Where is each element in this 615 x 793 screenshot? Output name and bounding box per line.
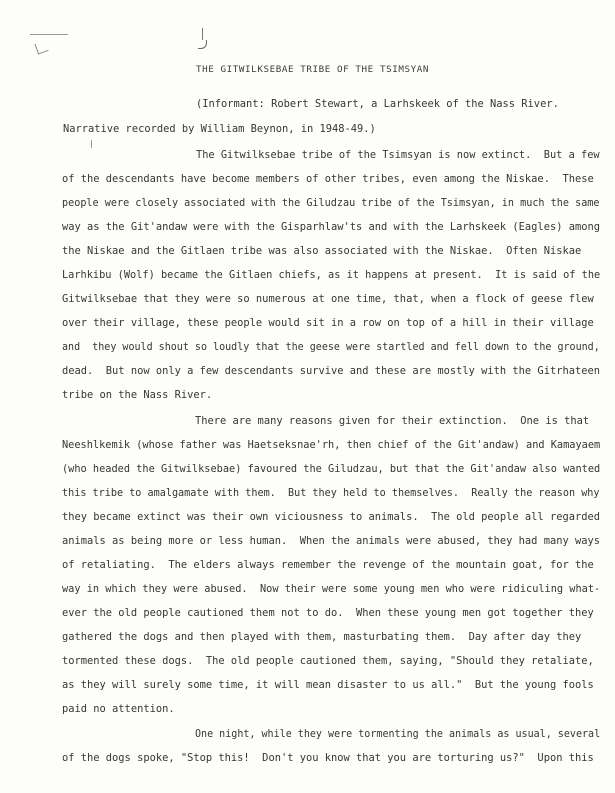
text-line: of the descendants have become members of other tribes, even among the Niskae. These — [62, 173, 594, 185]
text-line: as they will surely some time, it will mean disaster to us all." But the young fools — [62, 679, 594, 691]
text-line: animals as being more or less human. When the animals were abused, they had many ways — [62, 535, 600, 547]
pencil-annotation — [198, 28, 206, 52]
text-line: The Gitwilksebae tribe of the Tsimsyan is now extinct. But a few — [196, 149, 600, 161]
text-line: ever the old people cautioned them not to do. When these young men got together they — [62, 607, 594, 619]
text-line: Larhkibu (Wolf) became the Gitlaen chiefs, as it happens at present. It is said of the — [62, 269, 601, 281]
text-line: and they would shout so loudly that the geese were startled and fell down to the ground, — [62, 341, 600, 353]
text-line: way in which they were abused. Now their were some young men who were ridiculing what- — [62, 583, 601, 595]
text-line: tribe on the Nass River. — [62, 389, 213, 401]
text-line: gathered the dogs and then played with them, masturbating them. Day after day they — [62, 631, 582, 643]
margin-pencil-marks — [30, 28, 75, 58]
text-line: (Informant: Robert Stewart, a Larhskeek of the Nass River. — [196, 98, 559, 110]
text-line: (who headed the Gitwilksebae) favoured the Giludzau, but that the Git'andaw also wanted — [62, 463, 601, 475]
text-line: paid no attention. — [62, 703, 175, 715]
text-line: the Niskae and the Gitlaen tribe was also associated with the Niskae. Often Niskae — [62, 245, 582, 257]
text-line: Narrative recorded by William Beynon, in 1948-49.) — [63, 123, 376, 135]
pencil-stroke — [30, 34, 68, 35]
pencil-tick — [34, 40, 48, 54]
text-line: There are many reasons given for their extinction. One is that — [195, 415, 590, 427]
text-line: One night, while they were tormenting the animals as usual, several — [195, 728, 601, 740]
text-line: of retaliating. The elders always remember the revenge of the mountain goat, for the — [62, 559, 594, 571]
text-line: they became extinct was their own viciousness to animals. The old people all regarded — [62, 511, 600, 523]
text-line: dead. But now only a few descendants survive and these are mostly with the Gitrhateen — [62, 365, 600, 377]
text-line: of the dogs spoke, "Stop this! Don't you know that you are torturing us?" Upon this — [62, 752, 594, 764]
text-line: Gitwilksebae that they were so numerous at one time, that, when a flock of geese flew — [62, 293, 594, 305]
text-line: tormented these dogs. The old people cautioned them, saying, "Should they retaliate, — [62, 655, 594, 667]
text-line: way as the Git'andaw were with the Gisparhlaw'ts and with the Larhskeek (Eagles) among — [62, 221, 600, 233]
text-line: people were closely associated with the Giludzau tribe of the Tsimsyan, in much the same — [62, 197, 600, 209]
document-title: THE GITWILKSEBAE TRIBE OF THE TSIMSYAN — [196, 64, 429, 75]
text-line: Neeshlkemik (whose father was Haetseksnae'rh, then chief of the Git'andaw) and Kamayaem — [62, 439, 601, 451]
text-line: over their village, these people would sit in a row on top of a hill in their village — [62, 317, 594, 329]
pencil-mark — [91, 140, 92, 148]
text-line: this tribe to amalgamate with them. But they held to themselves. Really the reason why — [62, 487, 600, 499]
